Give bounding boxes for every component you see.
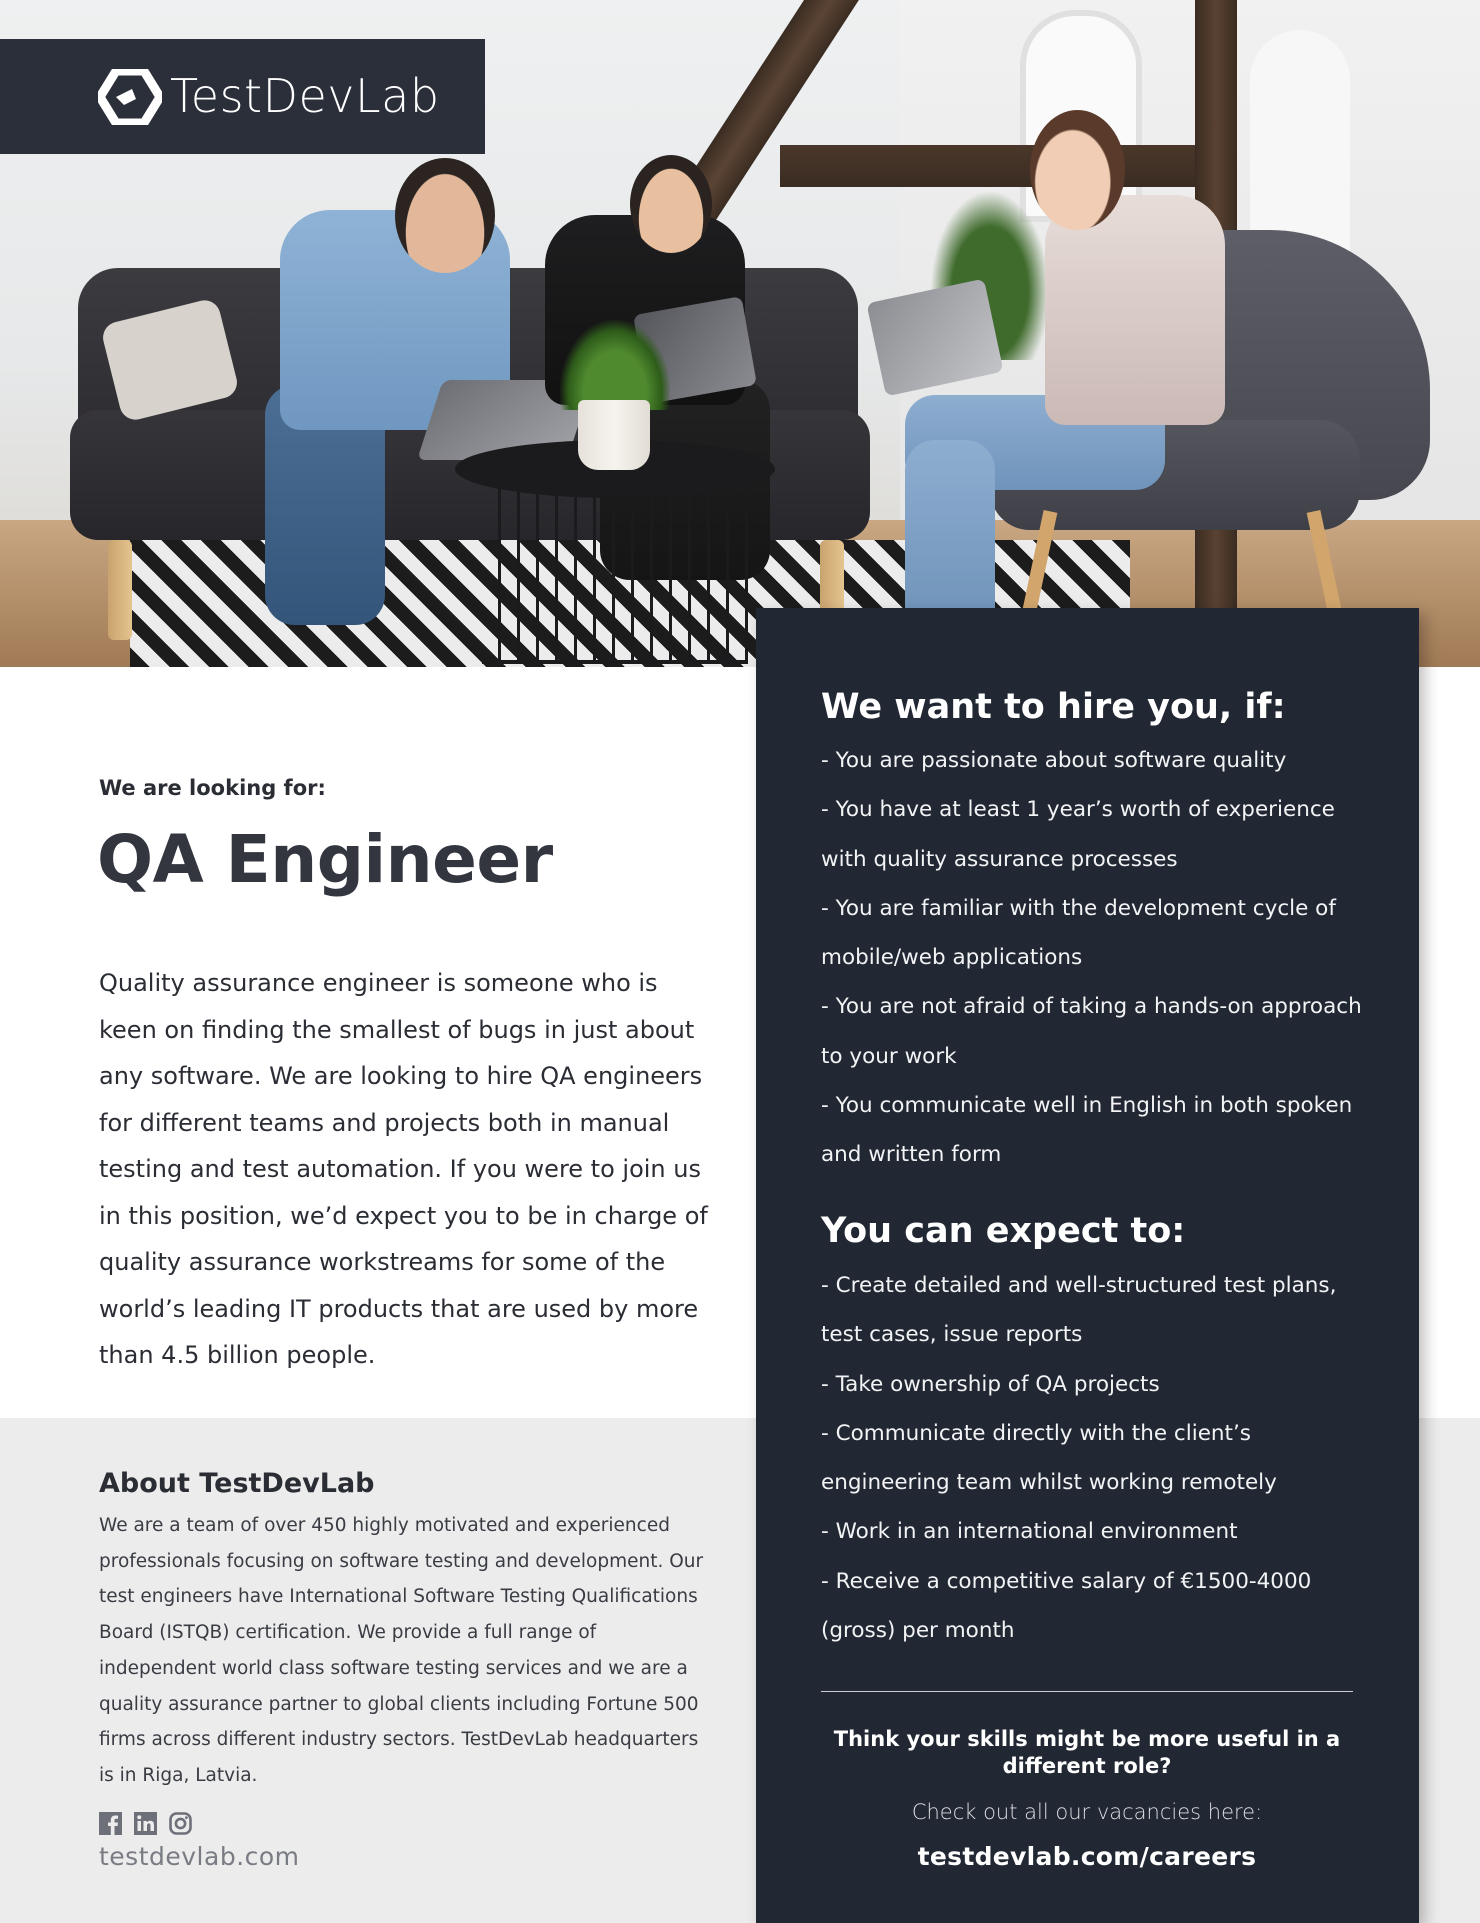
logo-text: TestDevLab — [170, 69, 440, 123]
testdevlab-logo-icon — [98, 69, 162, 125]
requirement-item: - You have at least 1 year’s worth of experience with quality assurance processes — [821, 797, 1335, 872]
expectation-item: - Take ownership of QA projects — [821, 1371, 1160, 1397]
expectation-item: - Create detailed and well-structured test plans, test cases, issue reports — [821, 1273, 1337, 1348]
expectation-item: - Work in an international environment — [821, 1519, 1238, 1545]
requirement-item: - You are passionate about software quality — [821, 748, 1287, 773]
job-description: Quality assurance engineer is someone who is keen on finding the smallest of bugs in just about any software. We are looking to hire QA engineers for different teams and projects both in manual testing and test automation. If you were to join us in this position, we’d expect you to be in charge of quality assurance workstreams for some of the world’s leading IT products that are used by more than 4.5 billion people. — [99, 969, 708, 1369]
instagram-icon[interactable] — [169, 1812, 192, 1835]
divider — [821, 1691, 1353, 1692]
website-link[interactable]: testdevlab.com — [99, 1842, 300, 1871]
logo-bar — [0, 39, 485, 154]
requirement-item: - You communicate well in English in both spoken and written form — [821, 1093, 1353, 1168]
cta-subtitle: Check out all our vacancies here: — [911, 1800, 1263, 1824]
linkedin-icon[interactable] — [134, 1812, 157, 1835]
about-text: We are a team of over 450 highly motivated and experienced professionals focusing on software testing and development. Our test engineers have International Software Testing Qualifications Board (ISTQB) certification. We provide a full range of independent world class software testing services and we are a quality assurance partner to global clients including Fortune 500 firms across different industry sectors. TestDevLab headquarters is in Riga, Latvia. — [99, 1515, 704, 1786]
requirements-title: We want to hire you, if: — [821, 687, 1286, 727]
eyebrow-label: We are looking for: — [99, 776, 326, 800]
careers-link[interactable]: testdevlab.com/careers — [917, 1842, 1257, 1871]
requirement-item: - You are not afraid of taking a hands-on approach to your work — [821, 994, 1362, 1069]
job-title: QA Engineer — [97, 821, 553, 898]
about-title: About TestDevLab — [99, 1468, 375, 1499]
expectation-item: - Receive a competitive salary of €1500-4000 (gross) per month — [821, 1568, 1312, 1644]
expectations-list — [821, 1261, 1381, 1655]
expectation-item: - Communicate directly with the client’s engineering team whilst working remotely — [821, 1420, 1277, 1496]
requirements-list — [821, 736, 1381, 1180]
details-panel — [756, 608, 1419, 1923]
cta-question: Think your skills might be more useful in a different role? — [833, 1727, 1341, 1778]
facebook-icon[interactable] — [99, 1812, 122, 1835]
requirement-item: - You are familiar with the development cycle of mobile/web applications — [821, 895, 1336, 971]
social-links — [99, 1812, 192, 1835]
expectations-title: You can expect to: — [821, 1211, 1186, 1251]
